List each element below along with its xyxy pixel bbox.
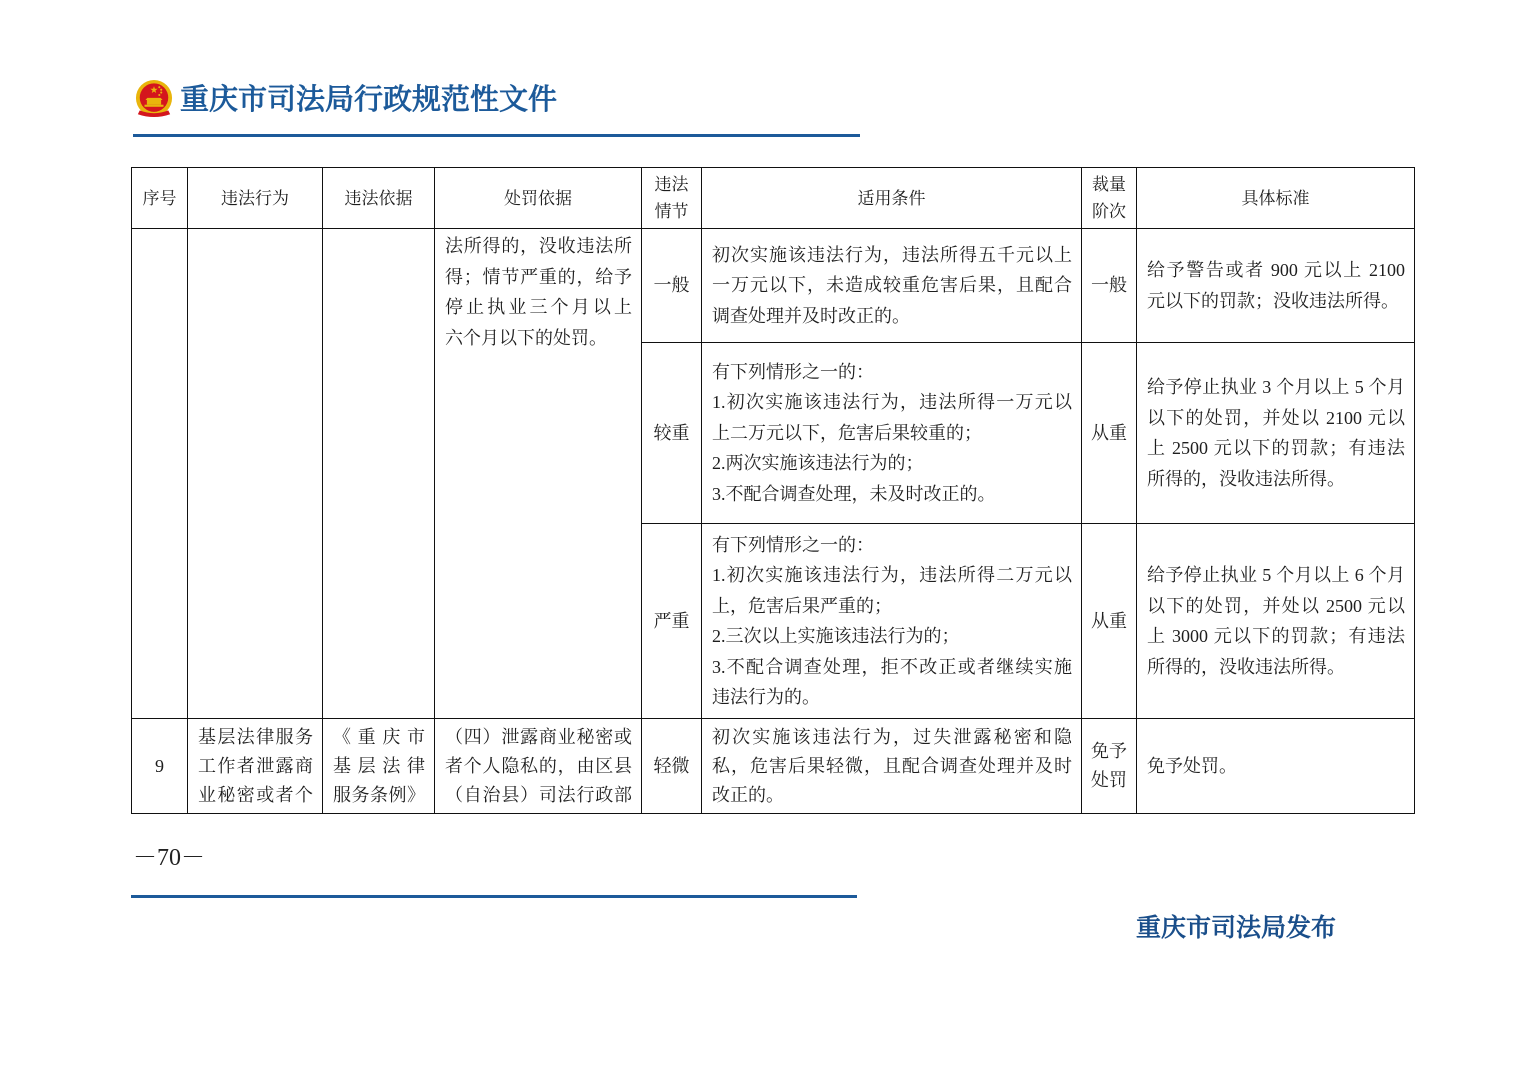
- column-header-legal-basis: 违法依据: [323, 168, 435, 229]
- cell-line: 3.不配合调查处理，未及时改正的。: [712, 483, 996, 504]
- cell-standard: [1137, 229, 1415, 343]
- column-header-line: 阶次: [1092, 202, 1126, 221]
- cell-line: 基层法律服务: [198, 726, 313, 747]
- cell-line: 以下的处罚，并处以 2500 元以: [1147, 595, 1405, 616]
- cell-condition: [702, 524, 1082, 719]
- cell-circumstance: 较重: [642, 343, 702, 524]
- cell-line: （四）泄露商业秘密或: [445, 726, 632, 747]
- column-header-level: [1082, 168, 1137, 229]
- cell-line: 上 2500 元以下的罚款；有违法: [1147, 438, 1405, 458]
- table-row: [132, 229, 1415, 343]
- cell-line: 上二万元以下，危害后果较重的；: [712, 422, 982, 443]
- cell-line: 有下列情形之一的：: [712, 534, 874, 555]
- cell-line: 所得的，没收违法所得。: [1147, 656, 1345, 677]
- cell-line: （自治县）司法行政部: [445, 784, 632, 805]
- cell-level: 一般: [1082, 229, 1137, 343]
- cell-line: 元以下的罚款；没收违法所得。: [1147, 290, 1399, 311]
- cell-penalty-basis: [435, 719, 642, 814]
- cell-line: 给予停止执业 3 个月以上 5 个月: [1147, 377, 1405, 397]
- cell-line: 基层法律: [333, 755, 425, 776]
- cell-circumstance: 轻微: [642, 719, 702, 814]
- cell-no: [132, 229, 188, 719]
- column-header-line: 裁量: [1092, 175, 1126, 194]
- table-header-row: [132, 168, 1415, 229]
- cell-line: 服务条例》: [333, 784, 425, 805]
- cell-condition: [702, 229, 1082, 343]
- cell-line: 一万元以下，未造成较重危害后果，且配合: [712, 275, 1072, 296]
- cell-standard: [1137, 524, 1415, 719]
- column-header-standard: 具体标准: [1137, 168, 1415, 229]
- cell-circumstance: 一般: [642, 229, 702, 343]
- cell-line: 业秘密或者个: [198, 784, 313, 805]
- cell-level: [1082, 719, 1137, 814]
- cell-line: 1.初次实施该违法行为，违法所得一万元以: [712, 392, 1072, 413]
- cell-line: 1.初次实施该违法行为，违法所得二万元以: [712, 565, 1072, 585]
- cell-line: 有下列情形之一的：: [712, 361, 874, 382]
- cell-act: [188, 719, 323, 814]
- cell-line: 上 3000 元以下的罚款；有违法: [1147, 626, 1405, 646]
- penalty-discretion-table: [131, 167, 1415, 814]
- cell-legal-basis: [323, 229, 435, 719]
- table-row: [132, 719, 1415, 814]
- cell-line: 上，危害后果严重的；: [712, 595, 892, 616]
- cell-no: 9: [132, 719, 188, 814]
- footer-rule: [131, 895, 857, 898]
- cell-line: 停止执业三个月以上: [445, 297, 632, 317]
- cell-level: 从重: [1082, 524, 1137, 719]
- cell-line: 得；情节严重的，给予: [445, 266, 632, 287]
- cell-line: 以下的处罚，并处以 2100 元以: [1147, 407, 1405, 428]
- page-number: －70－: [133, 845, 205, 871]
- column-header-line: 违法: [654, 175, 689, 194]
- cell-line: 给予警告或者 900 元以上 2100: [1147, 260, 1405, 280]
- cell-standard: [1137, 343, 1415, 524]
- cell-line: 免予处罚。: [1147, 755, 1237, 776]
- cell-penalty-basis: [435, 229, 642, 719]
- cell-line: 所得的，没收违法所得。: [1147, 468, 1345, 489]
- cell-condition: [702, 719, 1082, 814]
- document-series-title: 重庆市司法局行政规范性文件: [180, 84, 558, 116]
- cell-act: [188, 229, 323, 719]
- cell-line: 2.三次以上实施该违法行为的；: [712, 626, 960, 646]
- column-header-no: 序号: [132, 168, 188, 229]
- column-header-act: 违法行为: [188, 168, 323, 229]
- cell-line: 法所得的，没收违法所: [445, 236, 632, 256]
- cell-line: 违法行为的。: [712, 687, 820, 707]
- cell-line: 改正的。: [712, 784, 784, 805]
- cell-line: 六个月以下的处罚。: [445, 327, 607, 348]
- publisher-label: 重庆市司法局发布: [1136, 914, 1337, 942]
- cell-standard: [1137, 719, 1415, 814]
- cell-line: 初次实施该违法行为，过失泄露秘密和隐: [712, 726, 1072, 747]
- cell-line: 工作者泄露商: [198, 755, 313, 776]
- cell-line: 私，危害后果轻微，且配合调查处理并及时: [712, 755, 1072, 776]
- column-header-circumstance: [642, 168, 702, 229]
- cell-condition: [702, 343, 1082, 524]
- cell-line: 2.两次实施该违法行为的；: [712, 453, 924, 474]
- cell-line: 3.不配合调查处理，拒不改正或者继续实施: [712, 656, 1072, 677]
- column-header-penalty-basis: 处罚依据: [435, 168, 642, 229]
- cell-line: 给予停止执业 5 个月以上 6 个月: [1147, 565, 1405, 585]
- cell-line: 调查处理并及时改正的。: [712, 305, 910, 326]
- cell-level: 从重: [1082, 343, 1137, 524]
- cell-line: 免予: [1091, 741, 1127, 761]
- cell-legal-basis: [323, 719, 435, 814]
- cell-line: 处罚: [1091, 770, 1127, 790]
- cell-circumstance: 严重: [642, 524, 702, 719]
- cell-line: 者个人隐私的，由区县: [445, 755, 632, 776]
- column-header-condition: 适用条件: [702, 168, 1082, 229]
- column-header-line: 情节: [654, 202, 689, 221]
- cell-line: 初次实施该违法行为，违法所得五千元以上: [712, 244, 1072, 265]
- header-rule: [133, 134, 860, 137]
- national-emblem-icon: [135, 79, 173, 119]
- cell-line: 《重庆市: [333, 726, 425, 747]
